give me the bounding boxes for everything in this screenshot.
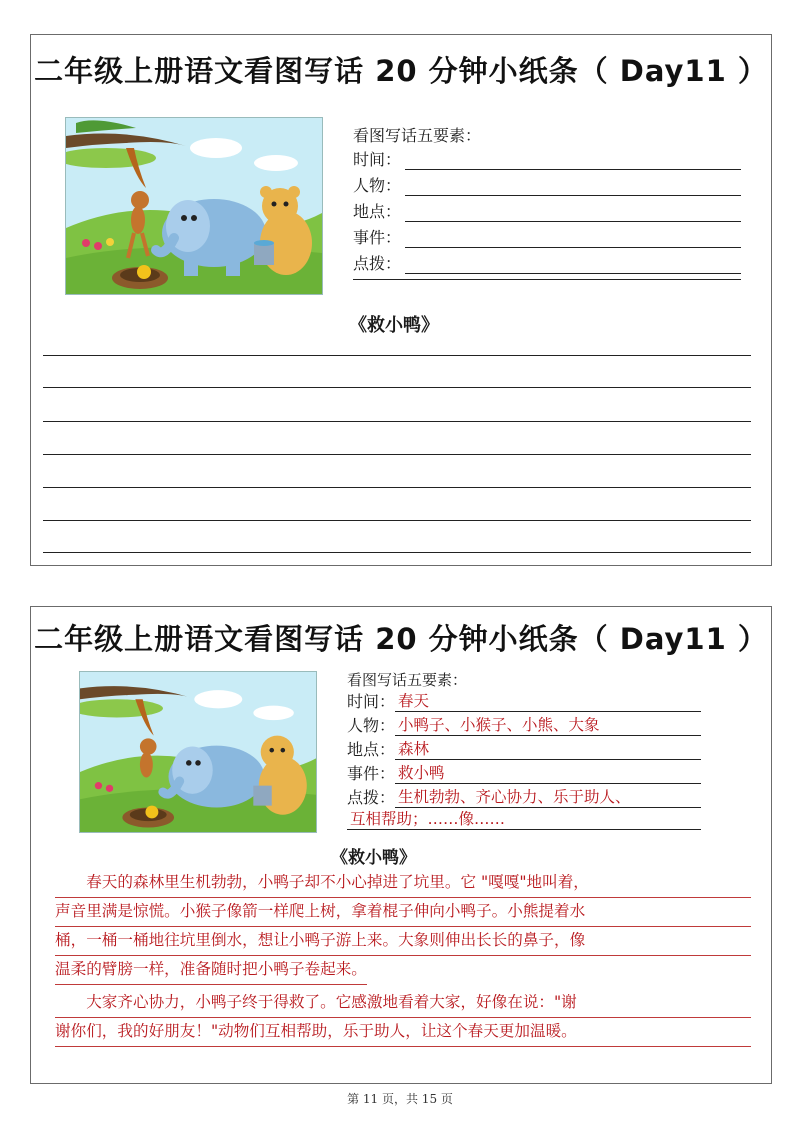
page-number: 第 11 页，共 15 页: [347, 1092, 453, 1106]
place-label: 地点：: [353, 202, 402, 221]
story-title: 《救小鸭》: [349, 315, 439, 336]
writing-line[interactable]: [43, 454, 751, 455]
elements-heading: 看图写话五要素：: [353, 126, 482, 145]
story-illustration: [65, 117, 323, 295]
event-row: [347, 761, 701, 784]
time-answer: 春天: [395, 691, 701, 712]
time-label: 时间：: [353, 150, 402, 169]
event-label: 事件：: [347, 764, 396, 783]
people-blank[interactable]: [405, 177, 741, 196]
essay-line: 大家齐心协力，小鸭子终于得救了。它感激地看着大家，好像在说："谢: [55, 989, 751, 1018]
tips-blank-2[interactable]: [353, 279, 741, 280]
tips-label: 点拨：: [347, 788, 396, 807]
time-row: [353, 147, 741, 170]
essay-line: 桶，一桶一桶地往坑里倒水，想让小鸭子游上来。大象则伸出长长的鼻子，像: [55, 927, 751, 956]
event-label: 事件：: [353, 228, 402, 247]
worksheet-blank: [30, 34, 772, 566]
place-answer: 森林: [395, 739, 701, 760]
essay-line: 声音里满是惊慌。小猴子像箭一样爬上树，拿着棍子伸向小鸭子。小熊提着水: [55, 898, 751, 927]
time-blank[interactable]: [405, 151, 741, 170]
writing-line[interactable]: [43, 355, 751, 356]
people-label: 人物：: [347, 716, 396, 735]
people-label: 人物：: [353, 176, 402, 195]
place-label: 地点：: [347, 740, 396, 759]
writing-line[interactable]: [43, 421, 751, 422]
tips-label: 点拨：: [353, 254, 402, 273]
time-label: 时间：: [347, 692, 396, 711]
elements-heading: 看图写话五要素：: [347, 671, 468, 689]
story-title: 《救小鸭》: [331, 848, 416, 868]
people-row: [353, 173, 741, 196]
writing-line[interactable]: [43, 387, 751, 388]
tips-row: [353, 251, 741, 274]
place-blank[interactable]: [405, 203, 741, 222]
people-answer: 小鸭子、小猴子、小熊、大象: [395, 715, 701, 736]
tips-answer-2: 互相帮助；……像……: [347, 809, 701, 830]
model-essay: [55, 869, 751, 1047]
essay-line: 温柔的臂膀一样，准备随时把小鸭子卷起来。: [55, 956, 367, 985]
illustration-monkey-elephant-bear-duckling: [66, 118, 322, 294]
essay-line: 谢你们，我的好朋友！"动物们互相帮助，乐于助人，让这个春天更加温暖。: [55, 1018, 751, 1047]
tips-row-2: [347, 809, 701, 830]
worksheet-title: 二年级上册语文看图写话 20 分钟小纸条（ Day11 ）: [34, 622, 768, 656]
essay-line: 春天的森林里生机勃勃，小鸭子却不小心掉进了坑里。它 "嘎嘎"地叫着，: [55, 869, 751, 898]
worksheet-title: 二年级上册语文看图写话 20 分钟小纸条（ Day11 ）: [34, 54, 768, 88]
event-blank[interactable]: [405, 229, 741, 248]
tips-row: [347, 785, 701, 808]
illustration-monkey-elephant-bear-duckling: [80, 672, 316, 832]
event-answer: 救小鸭: [395, 763, 701, 784]
time-row: [347, 689, 701, 712]
writing-line[interactable]: [43, 520, 751, 521]
writing-line[interactable]: [43, 552, 751, 553]
writing-line[interactable]: [43, 487, 751, 488]
place-row: [353, 199, 741, 222]
event-row: [353, 225, 741, 248]
place-row: [347, 737, 701, 760]
story-illustration: [79, 671, 317, 833]
worksheet-answer: [30, 606, 772, 1084]
people-row: [347, 713, 701, 736]
tips-answer-1: 生机勃勃、齐心协力、乐于助人、: [395, 787, 701, 808]
tips-blank[interactable]: [405, 255, 741, 274]
